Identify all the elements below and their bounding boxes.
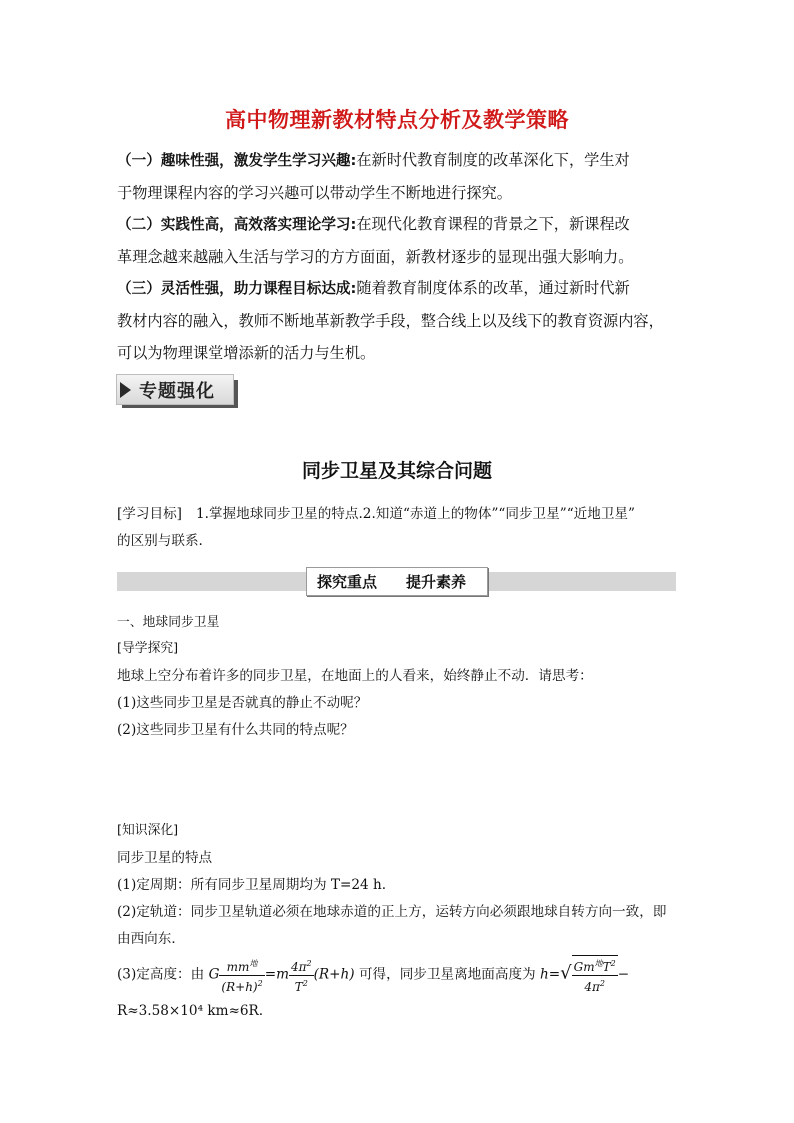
knowledge-item-3: (3)定高度：由 G $\frac{mm^地}{(R+h)^2}$ =m $\frac{4\pi^2}{T^2}$ (R+h) 可得，同步卫星离地面高度为 h=√ $\frac{Gm^地T^2}{4\pi^2}$ − — [117, 955, 679, 999]
paragraph-3-line1: 随着教育制度体系的改革，通过新时代新 — [356, 279, 630, 297]
item-3-prefix: (3)定高度：由 — [117, 966, 205, 983]
learning-objectives — [117, 501, 679, 555]
paragraph-2-line1: 在现代化教育课程的背景之下，新课程改 — [356, 215, 630, 233]
knowledge-item-2-line1: (2)定轨道：同步卫星轨道必须在地球赤道的正上方，运转方向必须跟地球自转方向一致，即 — [117, 904, 667, 920]
paragraph-2-heading: （二）实践性高，高效落实理论学习: — [117, 216, 357, 233]
knowledge-subtitle: 同步卫星的特点 — [117, 850, 213, 866]
paragraph-2-line2: 革理念越来越融入生活与学习的方方面面，新教材逐步的显现出强大影响力。 — [117, 248, 634, 266]
paragraph-3 — [117, 272, 679, 369]
guide-label: [导学探究] — [117, 641, 179, 656]
knowledge-label: [知识深化] — [117, 823, 179, 838]
item-3-middle: 可得，同步卫星离地面高度为 — [358, 966, 536, 983]
root-symbol: √ — [560, 962, 572, 984]
objectives-line1: 1.掌握地球同步卫星的特点.2.知道“赤道上的物体”“同步卫星”“近地卫星” — [195, 506, 635, 522]
paragraph-1-line2: 于物理课程内容的学习兴趣可以带动学生不断地进行探究。 — [117, 184, 512, 202]
knowledge-item-2-line2: 由西向东． — [117, 931, 185, 947]
gravity-fraction: $\frac{mm^地}{(R+h)^2}$ — [219, 956, 264, 995]
question-1: (1)这些同步卫星是否就真的静止不动呢？ — [117, 695, 368, 711]
paragraph-2 — [117, 208, 679, 273]
paragraph-3-heading: （三）灵活性强，助力课程目标达成: — [117, 280, 357, 297]
paragraph-3-line2: 教材内容的融入，教师不断地革新教学手段，整合线上以及线下的教育资源内容， — [117, 312, 664, 330]
topic-banner — [116, 374, 238, 408]
document-title: 高中物理新教材特点分析及教学策略 — [225, 108, 569, 132]
height-fraction: $\frac{Gm^地T^2}{4\pi^2}$ — [572, 955, 618, 995]
centripetal-fraction: $\frac{4\pi^2}{T^2}$ — [289, 956, 314, 995]
paragraph-1 — [117, 144, 679, 209]
lesson-title: 同步卫星及其综合问题 — [301, 460, 492, 482]
objectives-label: [学习目标] — [117, 506, 182, 522]
section-bar-label-box — [306, 567, 488, 596]
question-2: (2)这些同步卫星有什么共同的特点呢？ — [117, 722, 354, 738]
section-bar-left-label: 探究重点 — [317, 573, 378, 591]
section-heading: 一、地球同步卫星 — [117, 615, 220, 630]
section-bar-right-label: 提升素养 — [406, 573, 467, 591]
play-arrow-icon — [120, 382, 131, 398]
gravity-formula: G — [208, 966, 220, 983]
item-3-result: R≈3.58×10⁴ km≈6R. — [117, 1003, 264, 1019]
banner-label: 专题强化 — [139, 381, 215, 402]
paragraph-3-line3: 可以为物理课堂增添新的活力与生机。 — [117, 344, 376, 362]
guide-intro: 地球上空分布着许多的同步卫星，在地面上的人看来，始终静止不动．请思考： — [117, 668, 593, 684]
paragraph-1-line1: 在新时代教育制度的改革深化下，学生对 — [356, 151, 630, 169]
banner-box — [116, 374, 234, 405]
paragraph-1-heading: （一）趣味性强，激发学生学习兴趣: — [117, 152, 357, 169]
objectives-line2: 的区别与联系. — [117, 533, 203, 549]
knowledge-item-1: (1)定周期：所有同步卫星周期均为 T=24 h. — [117, 877, 387, 893]
